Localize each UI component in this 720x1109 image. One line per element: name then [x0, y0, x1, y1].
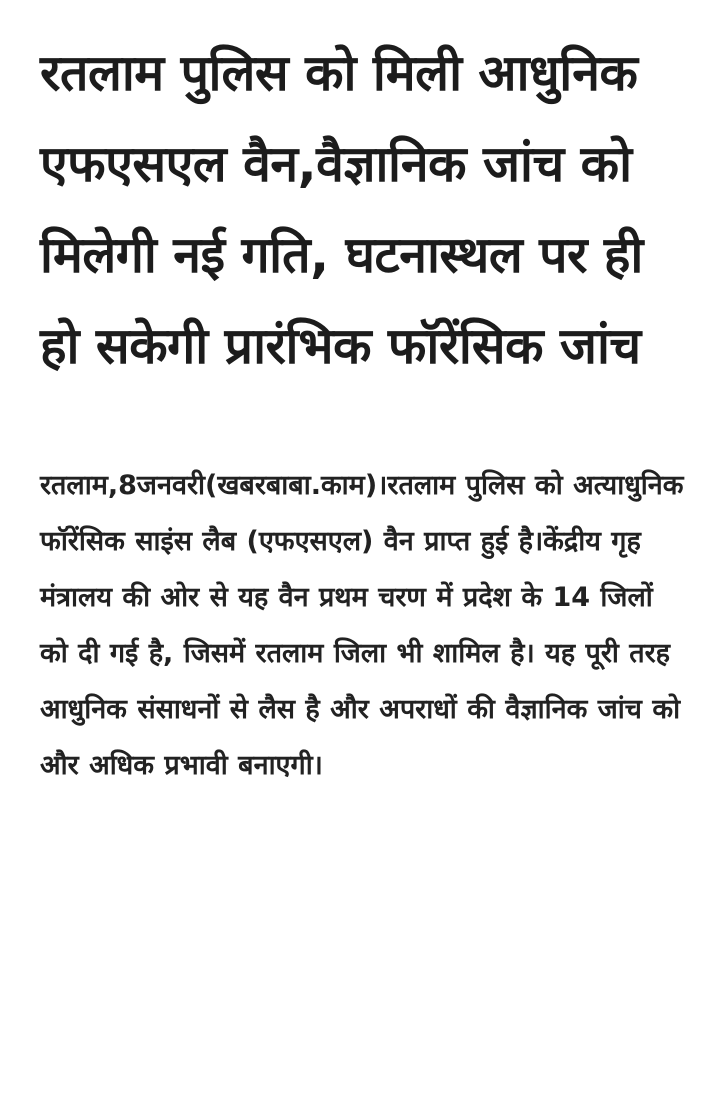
- news-article: [40, 28, 690, 794]
- article-headline: रतलाम पुलिस को मिली आधुनिक एफएसएल वैन,वैज्ञानिक जांच को मिलेगी नई गति, घटनास्थल पर ही हो सकेगी प्रारंभिक फॉरेंसिक जांच: [40, 44, 643, 375]
- article-body: रतलाम,8जनवरी(खबरबाबा.काम)।रतलाम पुलिस को अत्याधुनिक फॉरेंसिक साइंस लैब (एफएसएल) वैन प्राप्त हुई है।केंद्रीय गृह मंत्रालय की ओर से यह वैन प्रथम चरण में प्रदेश के 14 जिलों को दी गई है, जिसमें रतलाम जिला भी शामिल है। यह पूरी तरह आधुनिक संसाधनों से लैस है और अपराधों की वैज्ञानिक जांच को और अधिक प्रभावी बनाएगी।: [40, 470, 684, 781]
